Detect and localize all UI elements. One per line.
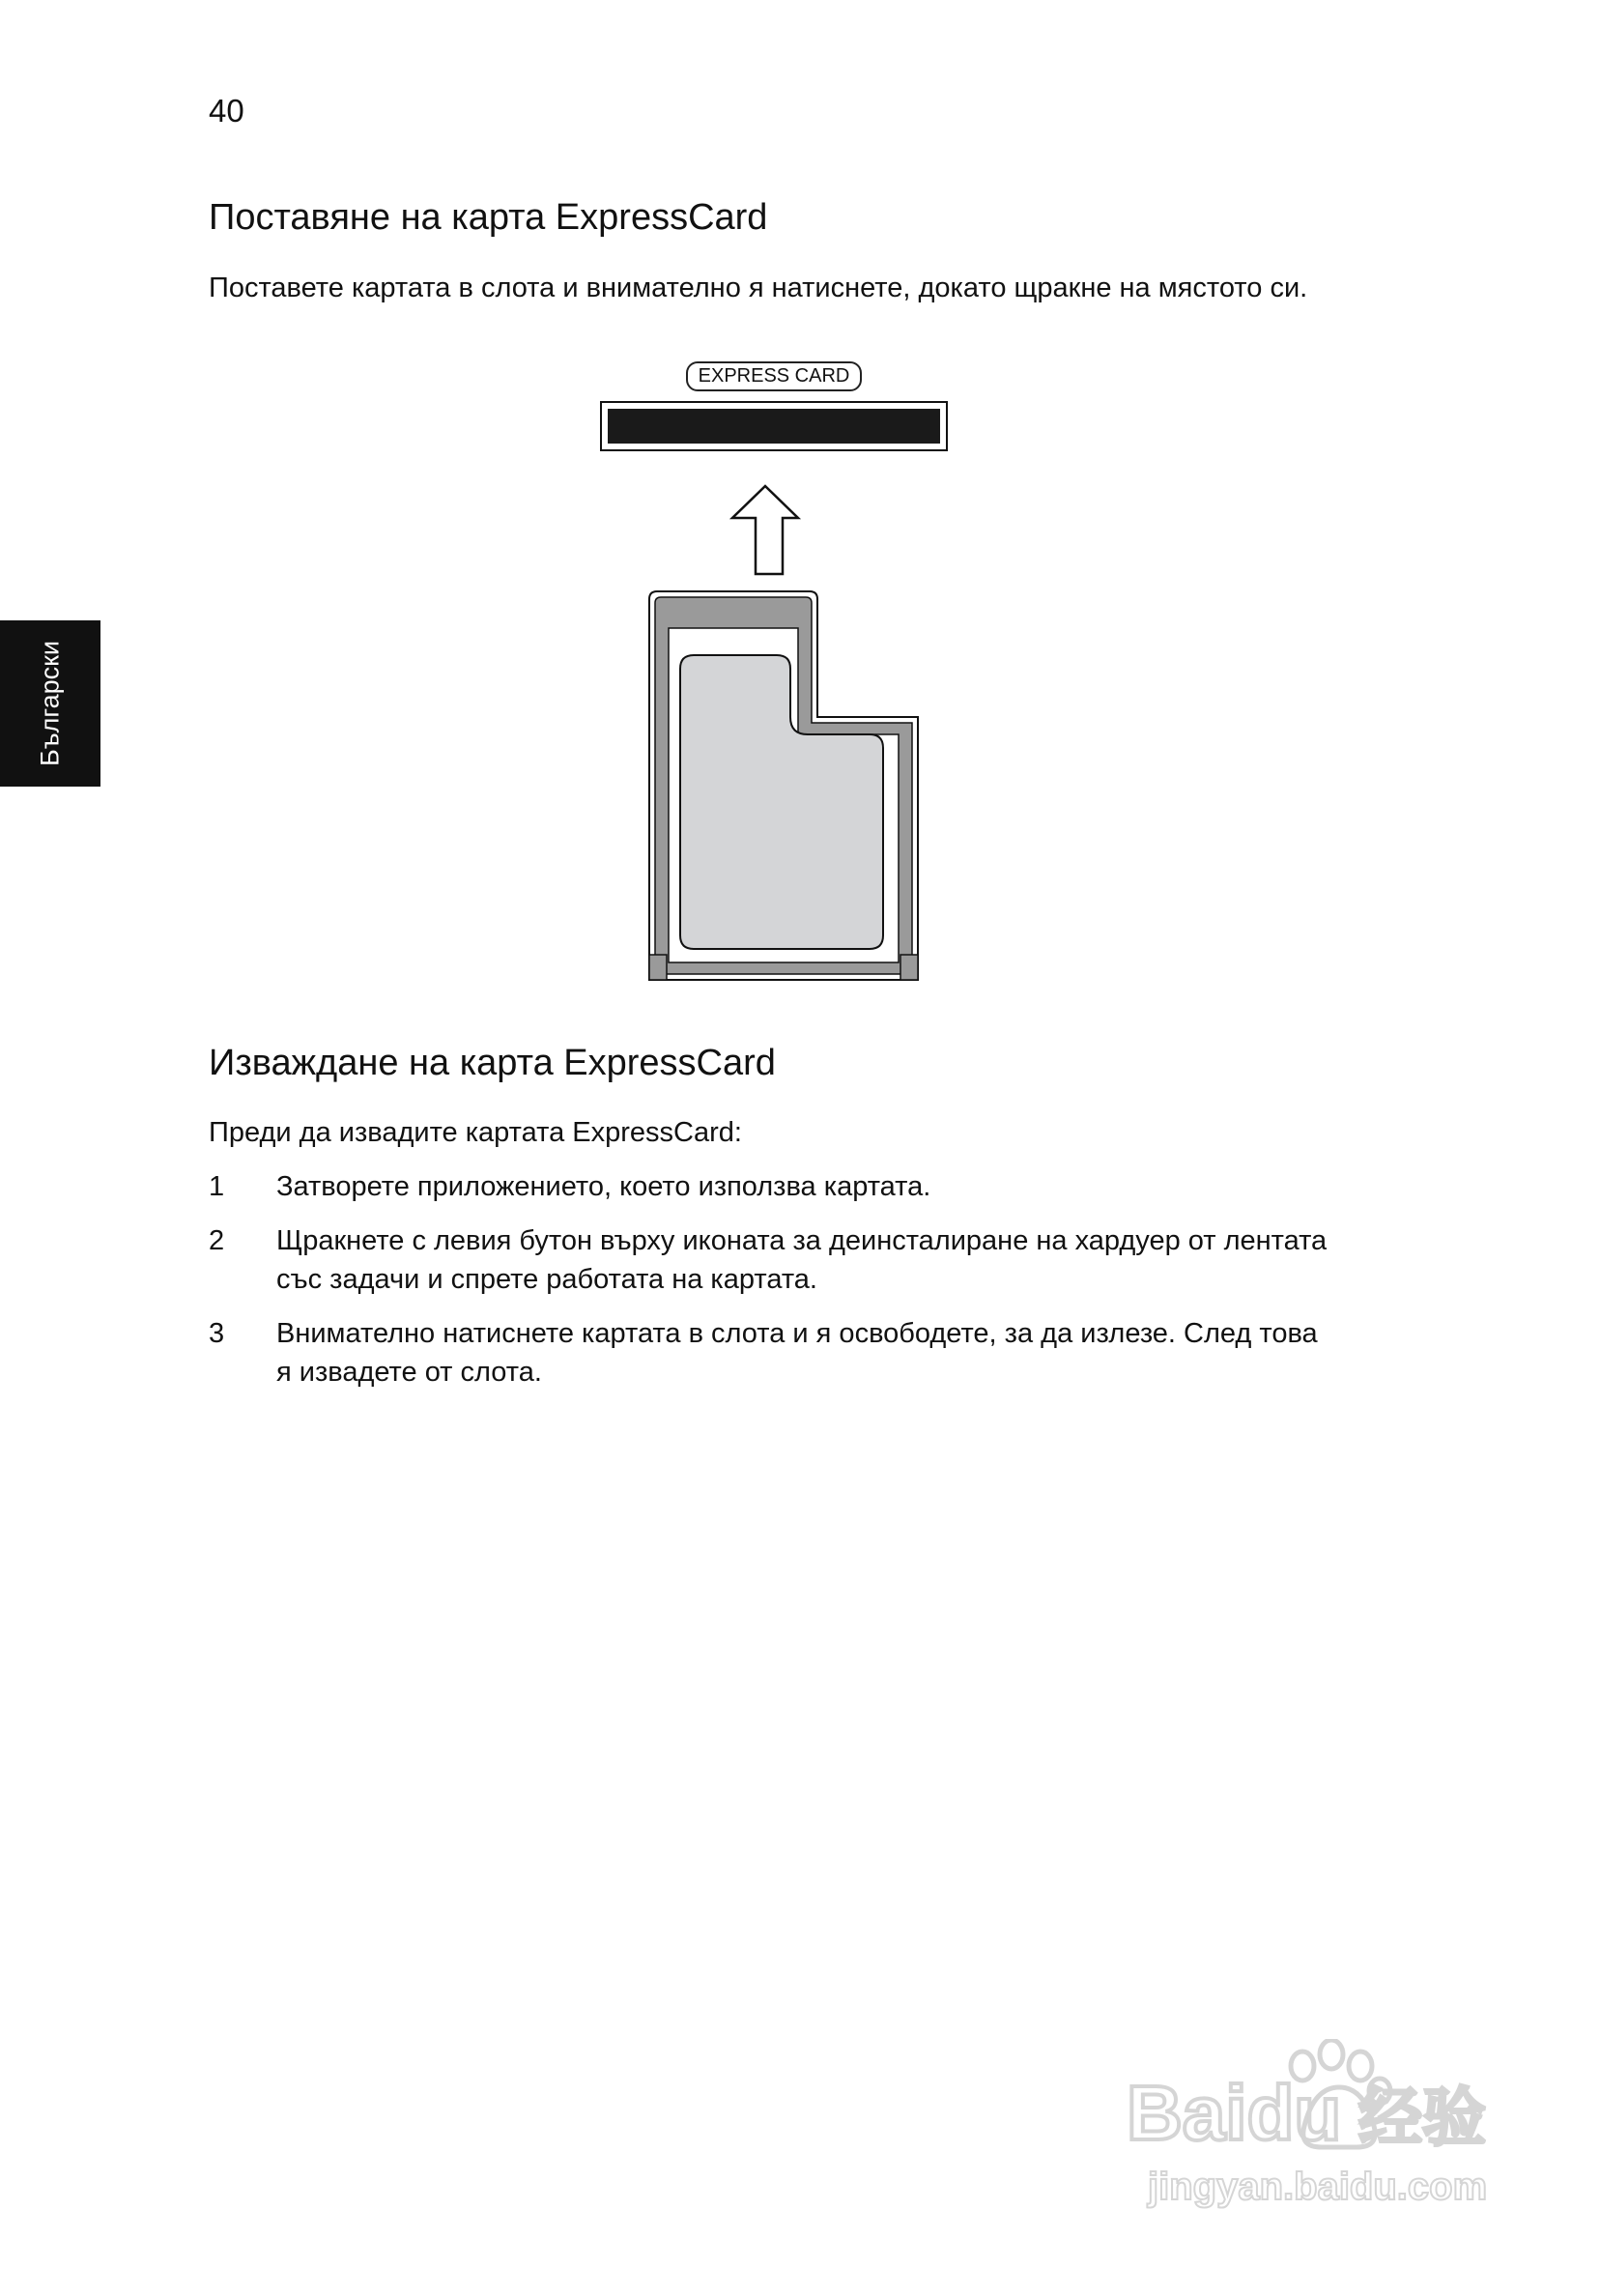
- language-side-tab-label: Български: [35, 640, 65, 767]
- expresscard-slot-opening: [608, 409, 940, 444]
- baidu-brand-text: Baidu: [1127, 2070, 1342, 2156]
- baidu-brand-cn-text: 经验: [1358, 2081, 1486, 2155]
- section-intro-remove: Преди да извадите картата ExpressCard:: [209, 1117, 742, 1148]
- step-text: Внимателно натиснете картата в слота и я освободете, за да излезе. След това я извадете от слота.: [276, 1318, 1318, 1388]
- section-title-remove: Изваждане на карта ExpressCard: [209, 1043, 776, 1083]
- step-number: 2: [209, 1225, 225, 1256]
- expresscard-insert-figure: [580, 356, 986, 993]
- removal-step: [209, 1314, 1329, 1392]
- expresscard-corner-right: [900, 955, 918, 980]
- baidu-paw-logo-icon: [1121, 2039, 1507, 2232]
- baidu-url-text: jingyan.baidu.com: [1148, 2166, 1488, 2208]
- removal-step: [209, 1167, 1329, 1206]
- step-number: 1: [209, 1171, 225, 1202]
- step-number: 3: [209, 1318, 225, 1349]
- removal-step: [209, 1221, 1329, 1299]
- expresscard-illustration: [580, 356, 986, 993]
- expresscard-slot-label: EXPRESS CARD: [686, 361, 862, 391]
- baidu-watermark: [1121, 2039, 1507, 2232]
- step-text: Щракнете с левия бутон върху иконата за деинсталиране на хардуер от лентата със задачи и спрете работата на картата.: [276, 1225, 1328, 1295]
- expresscard-label-area: [680, 655, 883, 949]
- insert-arrow-icon: [732, 486, 798, 574]
- section-title-insert: Поставяне на карта ExpressCard: [209, 197, 768, 238]
- section-body-insert: Поставете картата в слота и внимателно я натиснете, докато щракне на мястото си.: [209, 273, 1308, 303]
- language-side-tab: [0, 620, 100, 787]
- removal-steps-list: [209, 1167, 1329, 1407]
- page-number: 40: [209, 93, 244, 129]
- step-text: Затворете приложението, което използва картата.: [276, 1171, 931, 1202]
- expresscard-corner-left: [649, 955, 667, 980]
